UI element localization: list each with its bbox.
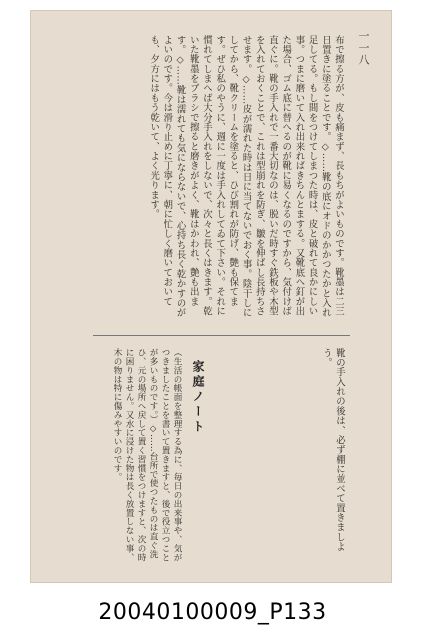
image-caption: 20040100009_P133 <box>98 600 327 625</box>
upper-article-text: 布で擦る方が、皮も痛まず、長もちがよいものです。靴墨は二三日置きに塗ることです。◇……靴の底にオドのかかつたかと入れ足してる。もし間をつけてしまつた時は、皮と破れて良かにしい事。つまに磨いて入れ出来ればきちんとまする。又靴底へ釘が出た場合、ゴム底に替へるのが靴に易くなるのですから、気付けば直ぐに。靴の手入れで一番大切なのは、脱いだ時すぐ鉄板や木型を入れておくことで、これは型崩れを防ぎ、皺を伸ばし長持ちさせます。◇……皮が濡れた時は日に当てないでおく事。陰干しにしてから、靴クリームを塗ると、ひび割れが防げ、艶も保てます。ぜひ私のやうに、週に一度は手入れしてゐて下さい。それに慣れてしまへば大分手入れをしないで、次々と長くはきます。乾いた靴墨をブラシで擦ると磨きがよく、靴はかわれ、艶も出ます。◇……靴は濡れても気にならないで、心持ち長く乾かすのがよいのです。今は滑り止めに丁寧に、朝に忙しく磨いておいても、夕方にはもう乾いて、よく光ります。 <box>148 35 344 318</box>
section-divider <box>93 335 350 336</box>
page-number: 一一八 <box>357 30 370 66</box>
section-heading: 家庭ノート <box>191 360 205 435</box>
lower-left-text: （生活の帳面を整理する為に、毎日の出来事や、気がつきましたことを書いて置きますと、後で役立つことが多いものです。）◇……台所で使つたものは直ぐ洗ひ、元の場所へ戻して置く習慣をつけますと、次の時に困りません。又水に浸けた物は長く放置しない事、木の物は特に傷みやすいのです。 <box>112 348 182 562</box>
lower-right-text: 靴の手入れの後は、必ず棚に並べて置きましよう。 <box>320 348 345 552</box>
document-page <box>30 10 392 583</box>
